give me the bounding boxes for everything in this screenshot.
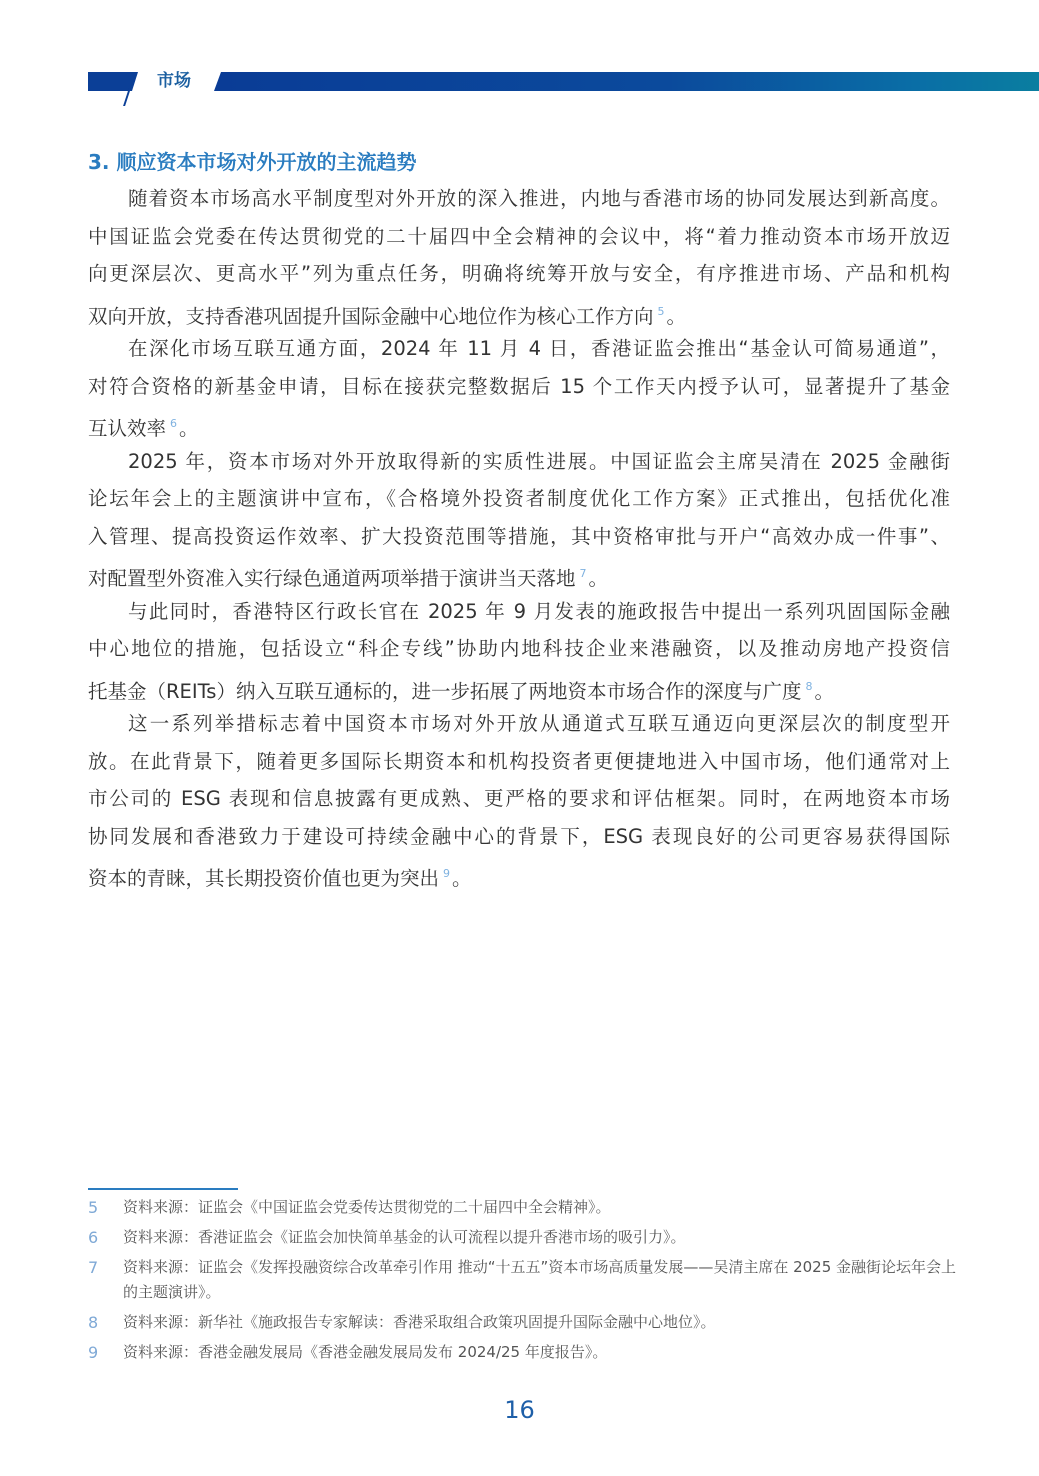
line-tail: 。 <box>179 417 199 440</box>
line-text: 市公司的 ESG 表现和信息披露有更成熟、更严格的要求和评估框架。同时，在两地资本市场 <box>88 787 950 810</box>
line-text: 对符合资格的新基金申请，目标在接获完整数据后 15 个工作天内授予认可，显著提升了基金 <box>88 374 950 398</box>
text-line <box>88 780 950 818</box>
line-text: 互认效率 <box>88 417 167 440</box>
line-text: 托基金（REITs）纳入互联互通标的，进一步拓展了两地资本市场合作的深度与广度 <box>88 679 802 703</box>
footnote-number: 8 <box>88 1313 99 1332</box>
text-line <box>88 818 950 856</box>
line-text: 向更深层次、更高水平”列为重点任务，明确将统筹开放与安全，有序推进市场、产品和机构 <box>88 262 950 285</box>
text-line <box>88 705 950 743</box>
paragraph <box>88 705 950 893</box>
line-text: 双向开放，支持香港巩固提升国际金融中心地位作为核心工作方向 <box>88 304 654 328</box>
footnote-text: 资料来源：新华社《施政报告专家解读：香港采取组合政策巩固提升国际金融中心地位》。 <box>123 1313 716 1331</box>
text-line <box>88 743 950 781</box>
line-text: 与此同时，香港特区行政长官在 2025 年 9 月发表的施政报告中提出一系列巩固国际金融 <box>128 599 950 623</box>
footnotes <box>88 1195 958 1370</box>
footnote-number: 7 <box>88 1258 99 1277</box>
line-text: 对配置型外资准入实行绿色通道两项举措于演讲当天落地 <box>88 567 576 590</box>
footnote-number: 9 <box>88 1343 99 1362</box>
paragraph <box>88 443 950 593</box>
line-text: 入管理、提高投资运作效率、扩大投资范围等措施，其中资格审批与开户“高效办成一件事”、 <box>88 524 950 548</box>
text-line <box>88 405 950 443</box>
text-line <box>88 368 950 406</box>
paragraph <box>88 593 950 706</box>
line-text: 放。在此背景下，随着更多国际长期资本和机构投资者更便捷地进入中国市场，他们通常对上 <box>88 749 950 773</box>
line-text: 资本的青睐，其长期投资价值也更为突出 <box>88 867 440 890</box>
line-text: 论坛年会上的主题演讲中宣布，《合格境外投资者制度优化工作方案》正式推出，包括优化准 <box>88 487 950 510</box>
line-text: 在深化市场互联互通方面，2024 年 11 月 4 日，香港证监会推出“基金认可简易通道”， <box>128 337 950 360</box>
text-line <box>88 855 950 893</box>
text-line <box>88 255 950 293</box>
footnote-ref[interactable]: 6 <box>170 417 178 430</box>
section-title: 市场 <box>157 71 191 91</box>
line-tail: 。 <box>814 679 834 703</box>
footnote-text: 资料来源：香港金融发展局《香港金融发展局发布 2024/25 年度报告》。 <box>123 1343 608 1361</box>
text-line <box>88 630 950 668</box>
text-line <box>88 593 950 631</box>
line-text: 协同发展和香港致力于建设可持续金融中心的背景下，ESG 表现良好的公司更容易获得国际 <box>88 824 950 848</box>
footnote-number: 5 <box>88 1198 99 1217</box>
footnote-item <box>88 1195 958 1220</box>
footnote-ref[interactable]: 9 <box>443 867 451 880</box>
section-heading: 3. 顺应资本市场对外开放的主流趋势 <box>88 150 417 174</box>
line-tail: 。 <box>588 567 609 590</box>
line-text: 这一系列举措标志着中国资本市场对外开放从通道式互联互通迈向更深层次的制度型开 <box>128 712 950 735</box>
header-bar <box>214 72 1039 91</box>
line-text: 随着资本市场高水平制度型对外开放的深入推进，内地与香港市场的协同发展达到新高度。 <box>128 187 950 210</box>
footnote-ref[interactable]: 5 <box>657 304 665 318</box>
body-text <box>88 180 950 893</box>
text-line <box>88 293 950 331</box>
line-text: 中心地位的措施，包括设立“科企专线”协助内地科技企业来港融资，以及推动房地产投资信 <box>88 637 950 660</box>
paragraph <box>88 180 950 330</box>
page-number: 16 <box>504 1396 535 1424</box>
footnote-text: 资料来源：证监会《发挥投融资综合改革牵引作用 推动“十五五”资本市场高质量发展——吴清主席在 2025 金融街论坛年会上的主题演讲》。 <box>123 1258 957 1301</box>
footnote-text: 资料来源：香港证监会《证监会加快简单基金的认可流程以提升香港市场的吸引力》。 <box>123 1228 686 1246</box>
line-text: 2025 年，资本市场对外开放取得新的实质性进展。中国证监会主席吴清在 2025 金融街 <box>128 449 950 473</box>
line-tail: 。 <box>666 304 687 328</box>
paragraph <box>88 330 950 443</box>
text-line <box>88 668 950 706</box>
footnote-item <box>88 1255 958 1305</box>
footnote-number: 6 <box>88 1228 99 1247</box>
text-line <box>88 555 950 593</box>
text-line <box>88 218 950 256</box>
footnote-item <box>88 1340 958 1365</box>
text-line <box>88 443 950 481</box>
text-line <box>88 330 950 368</box>
line-tail: 。 <box>452 867 472 890</box>
footnote-ref[interactable]: 8 <box>805 679 813 693</box>
footnote-item <box>88 1310 958 1335</box>
footnote-text: 资料来源：证监会《中国证监会党委传达贯彻党的二十届四中全会精神》。 <box>123 1198 611 1216</box>
footnote-ref[interactable]: 7 <box>579 567 587 580</box>
footnote-item <box>88 1225 958 1250</box>
text-line <box>88 180 950 218</box>
text-line <box>88 480 950 518</box>
footnote-divider <box>88 1188 238 1190</box>
line-text: 中国证监会党委在传达贯彻党的二十届四中全会精神的会议中，将“着力推动资本市场开放迈 <box>88 224 950 248</box>
text-line <box>88 518 950 556</box>
